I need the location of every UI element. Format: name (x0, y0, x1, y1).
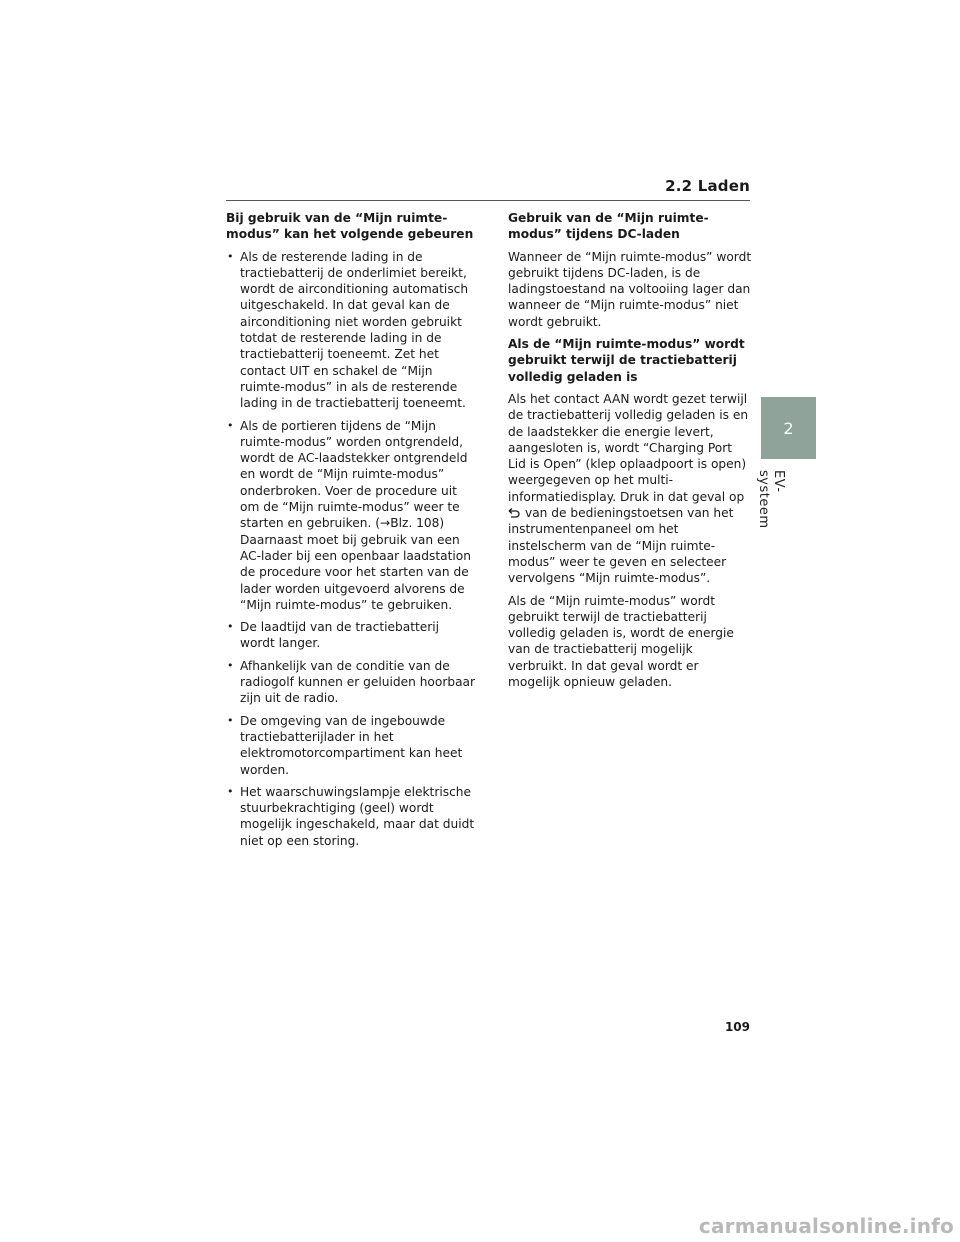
bullet-item: • Afhankelijk van de conditie van de radiogolf kunnen er geluiden hoorbaar zijn uit de radio. (226, 658, 476, 707)
back-arrow-icon (508, 508, 520, 518)
full-battery-paragraph (508, 391, 753, 587)
full-battery-heading: Als de “Mijn ruimte-modus” wordt gebruikt terwijl de tractiebatterij volledig geladen is (508, 337, 745, 384)
section-title: 2.2 Laden (665, 177, 750, 195)
bullet-list (226, 249, 476, 849)
full-battery-text-b: van de bedieningstoetsen van het instrumentenpaneel om het instelscherm van de “Mijn ruimte-modus” weer te geven en selecteer vervolgens “Mijn ruimte-modus”. (508, 506, 734, 586)
bullet-item: • Als de portieren tijdens de “Mijn ruimte-modus” worden ontgrendeld, wordt de AC-laadstekker ontgrendeld en wordt de “Mijn ruimte-modus” onderbroken. Voer de procedure uit om de “Mijn ruimte-modus” weer te starten en gebruiken. (→Blz. 108) Daarnaast moet bij gebruik van een AC-lader bij een openbaar laadstation de procedure voor het starten van de lader worden uitgevoerd alvorens de “Mijn ruimte-modus” te gebruiken. (226, 418, 476, 614)
chapter-label: EV-systeem (756, 470, 786, 529)
bullet-item: • Het waarschuwingslampje elektrische stuurbekrachtiging (geel) wordt mogelijk ingeschakeld, maar dat duidt niet op een storing. (226, 784, 476, 849)
left-heading: Bij gebruik van de “Mijn ruimte-modus” kan het volgende gebeuren (226, 211, 474, 242)
full-battery-text-a: Als het contact AAN wordt gezet terwijl de tractiebatterij volledig geladen is en de laadstekker die energie levert, aangesloten is, wordt “Charging Port Lid is Open” (klep oplaadpoort is open) weergegeven op het multi-informatiedisplay. Druk in dat geval op (508, 391, 749, 504)
bullet-item: • De laadtijd van de tractiebatterij wordt langer. (226, 619, 476, 652)
header-divider (226, 200, 750, 201)
bullet-item: • De omgeving van de ingebouwde tractiebatterijlader in het elektromotorcompartiment kan heet worden. (226, 713, 476, 778)
right-column (508, 210, 753, 696)
energy-use-paragraph: Als de “Mijn ruimte-modus” wordt gebruikt terwijl de tractiebatterij volledig geladen is, wordt de energie van de tractiebatterij mogelijk verbruikt. In dat geval wordt er mogelijk opnieuw geladen. (508, 593, 734, 690)
page-number: 109 (724, 1020, 750, 1034)
watermark: carmanualsonline.info (698, 1214, 954, 1238)
chapter-tab: 2 (761, 397, 816, 459)
left-column (226, 210, 476, 855)
dc-charging-heading: Gebruik van de “Mijn ruimte-modus” tijdens DC-laden (508, 211, 709, 242)
bullet-item: • Als de resterende lading in de tractiebatterij de onderlimiet bereikt, wordt de airconditioning automatisch uitgeschakeld. In dat geval kan de airconditioning niet worden gebruikt totdat de resterende lading in de tractiebatterij toeneemt. Zet het contact UIT en schakel de “Mijn ruimte-modus” in als de resterende lading in de tractiebatterij toeneemt. (226, 249, 476, 412)
dc-charging-paragraph: Wanneer de “Mijn ruimte-modus” wordt gebruikt tijdens DC-laden, is de ladingstoestand na voltooiing lager dan wanneer de “Mijn ruimte-modus” niet wordt gebruikt. (508, 249, 752, 329)
